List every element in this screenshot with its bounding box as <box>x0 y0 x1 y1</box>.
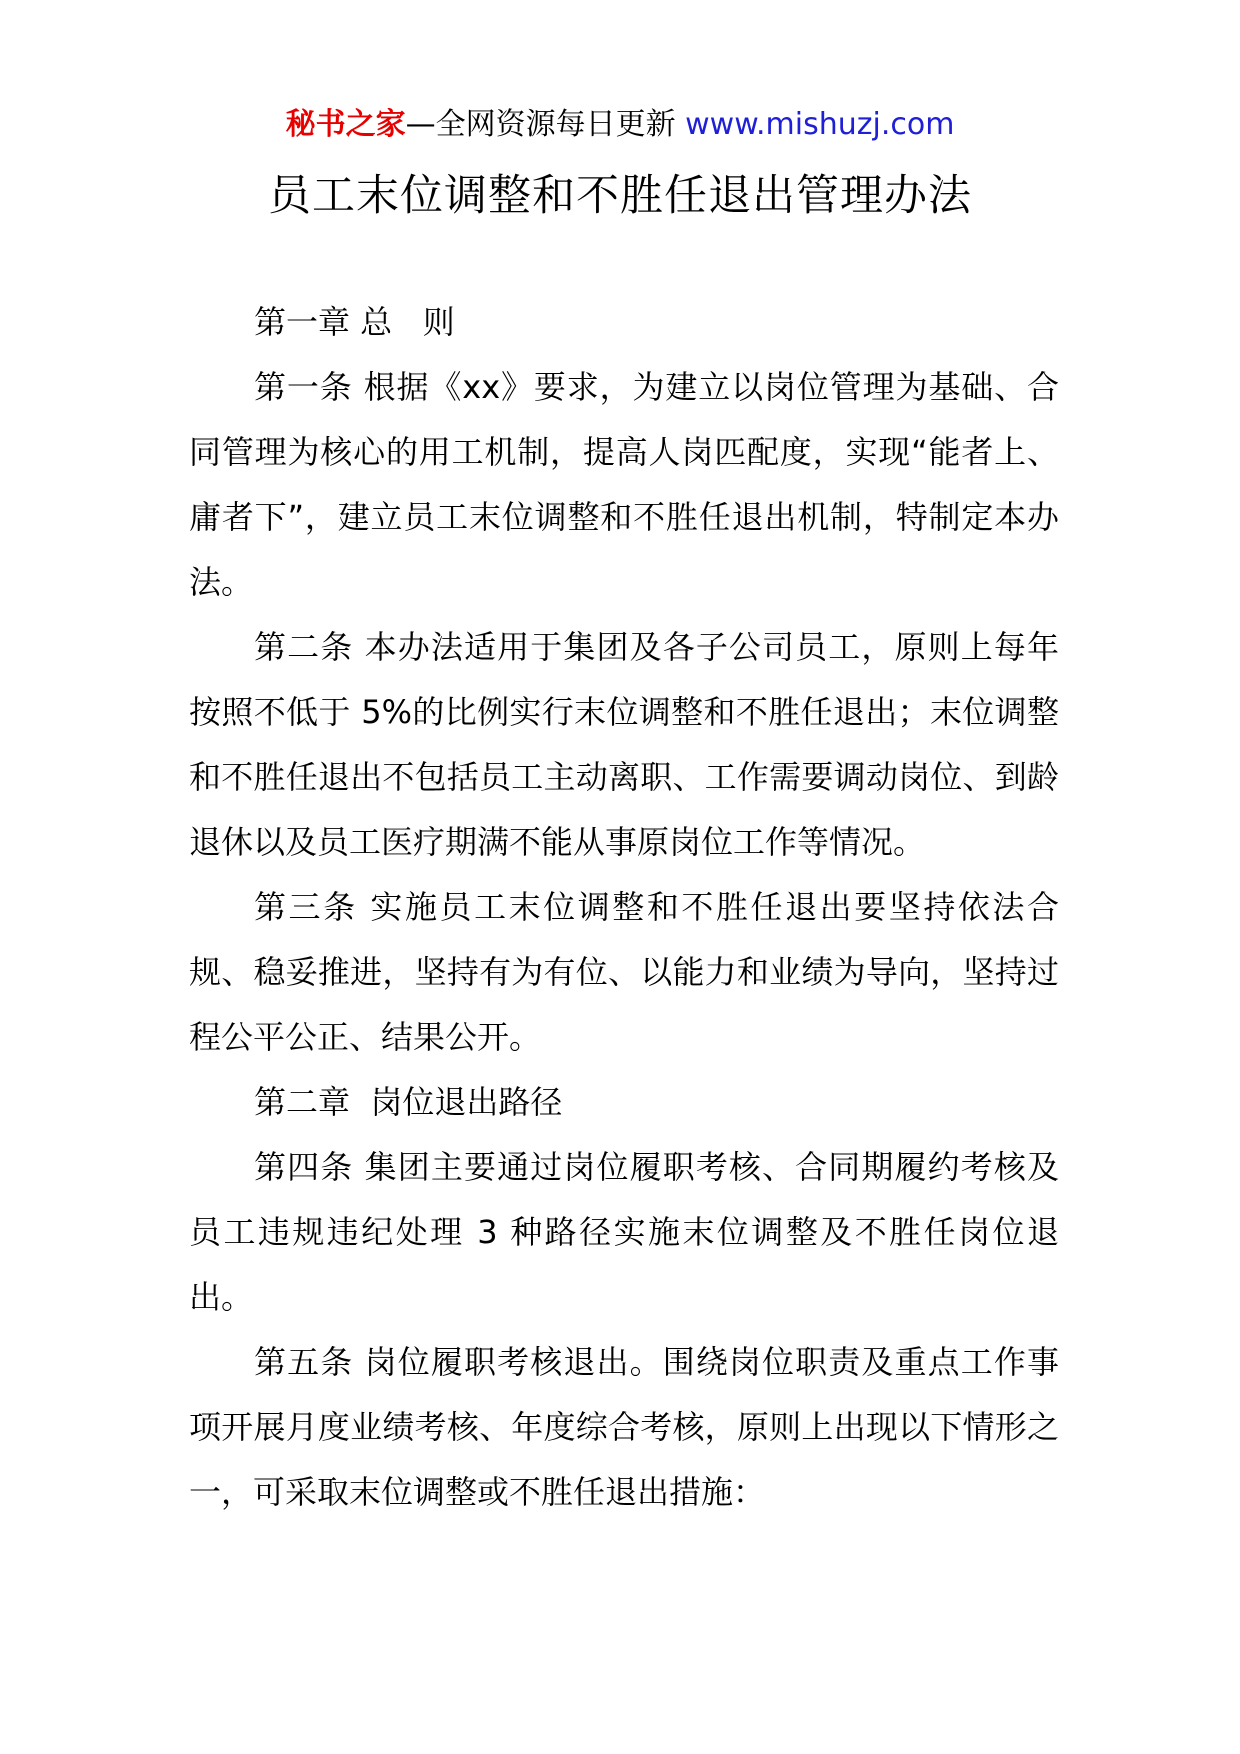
article-paragraph: 第三条 实施员工末位调整和不胜任退出要坚持依法合规、稳妥推进，坚持有为有位、以能力和业绩为导向，坚持过程公平公正、结果公开。 <box>189 888 1059 1056</box>
article-paragraph: 第五条 岗位履职考核退出。围绕岗位职责及重点工作事项开展月度业绩考核、年度综合考核，原则上出现以下情形之一，可采取末位调整或不胜任退出措施： <box>189 1343 1059 1511</box>
chapter-heading: 第二章 岗位退出路径 <box>254 1083 563 1121</box>
article-paragraph: 第一条 根据《xx》要求，为建立以岗位管理为基础、合同管理为核心的用工机制，提高人岗匹配度，实现“能者上、庸者下”，建立员工末位调整和不胜任退出机制，特制定本办法。 <box>189 368 1059 601</box>
chapter-heading: 第一章 总 则 <box>254 303 455 341</box>
document-title: 员工末位调整和不胜任退出管理办法 <box>268 171 972 221</box>
site-banner <box>0 103 1240 147</box>
site-name: 秘书之家 <box>285 107 406 142</box>
site-url-link[interactable]: www.mishuzj.com <box>685 107 955 142</box>
site-slogan: —全网资源每日更新 <box>405 107 676 142</box>
document-body <box>189 290 1059 1525</box>
article-paragraph: 第四条 集团主要通过岗位履职考核、合同期履约考核及员工违规违纪处理 3 种路径实施末位调整及不胜任岗位退出。 <box>189 1148 1059 1316</box>
article-paragraph: 第二条 本办法适用于集团及各子公司员工，原则上每年按照不低于 5%的比例实行末位调整和不胜任退出；末位调整和不胜任退出不包括员工主动离职、工作需要调动岗位、到龄退休以及员工医疗期满不能从事原岗位工作等情况。 <box>189 628 1059 861</box>
